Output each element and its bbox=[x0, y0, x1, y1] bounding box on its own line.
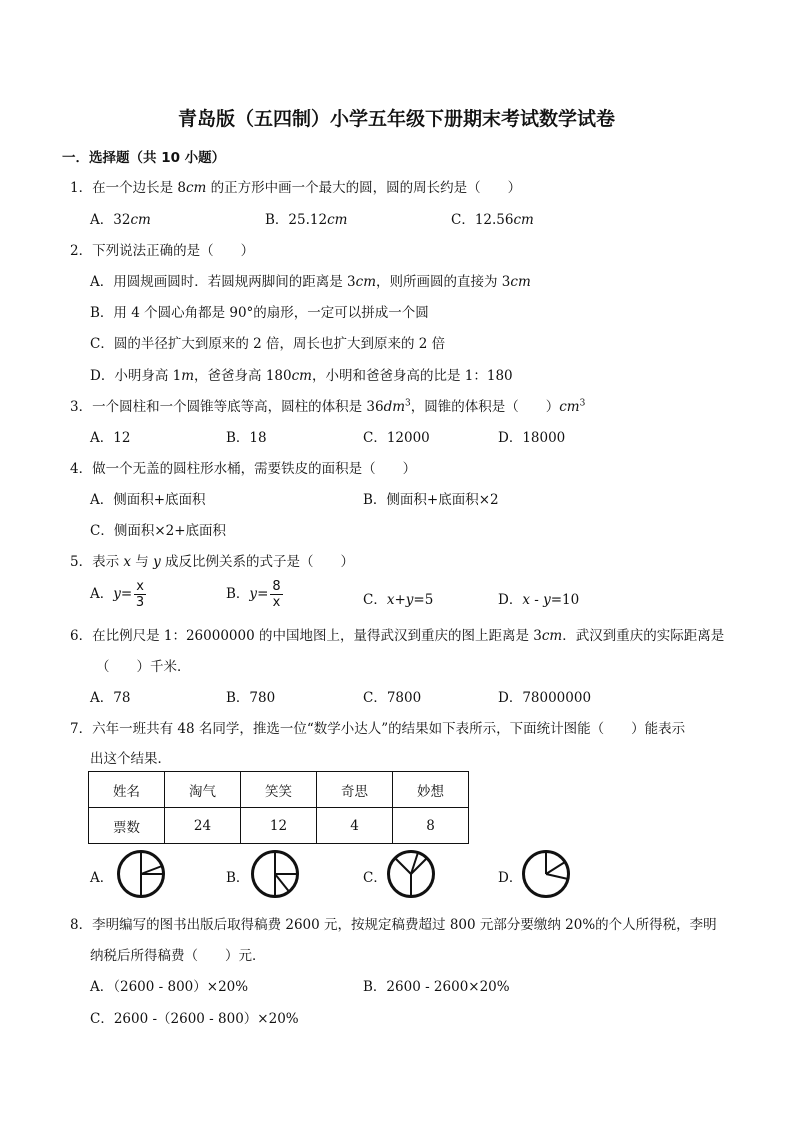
q5-a-var-y: y bbox=[113, 586, 121, 602]
q2-a-text-2: ，则所画圆的直接为 3 bbox=[376, 274, 511, 290]
table-cell: 淘气 bbox=[165, 772, 241, 808]
q7-option-b-label: B． bbox=[226, 870, 250, 886]
q5-option-c bbox=[363, 588, 433, 608]
question-7-stem-cont: 出这个结果． bbox=[90, 751, 171, 767]
q2-d-text-2: ，爸爸身高 180 bbox=[194, 368, 292, 384]
q5-c-plus: + bbox=[394, 592, 406, 608]
q5-b-numerator: 8 bbox=[272, 579, 281, 594]
q2-d-text-1: D．小明身高 1 bbox=[90, 368, 182, 384]
q5-c-equals: =5 bbox=[413, 592, 434, 608]
q2-d-text-3: ，小明和爸爸身高的比是 1：180 bbox=[311, 368, 513, 384]
q1-option-a bbox=[90, 208, 151, 228]
q2-option-b: B．用 4 个圆心角都是 90°的扇形，一定可以拼成一个圆 bbox=[90, 305, 429, 321]
question-3-stem bbox=[70, 395, 585, 415]
q5-c-var-y: y bbox=[405, 592, 414, 608]
q7-option-d-label: D． bbox=[498, 870, 523, 886]
q5-var-y: y bbox=[153, 554, 161, 570]
question-6-stem bbox=[70, 624, 724, 644]
q1-unit: cm bbox=[185, 180, 207, 196]
q6-option-c: C．7800 bbox=[363, 690, 422, 706]
votes-table bbox=[88, 771, 469, 844]
table-header-row bbox=[89, 772, 469, 808]
q5-d-var-x: x bbox=[522, 592, 530, 608]
q7-option-b-pie bbox=[250, 849, 300, 899]
table-cell: 12 bbox=[241, 808, 317, 844]
q5-b-equals: = bbox=[257, 586, 269, 602]
q5-b-var-y: y bbox=[249, 586, 258, 602]
q6-unit-cm: cm bbox=[541, 628, 563, 644]
q1-option-a-unit: cm bbox=[130, 212, 151, 228]
q8-option-a: A．（2600 - 800）×20% bbox=[90, 979, 249, 995]
table-cell: 姓名 bbox=[89, 772, 165, 808]
q7-option-c-label: C． bbox=[363, 870, 387, 886]
q5-d-minus: - bbox=[529, 592, 544, 608]
q5-a-equals: = bbox=[120, 586, 133, 602]
q2-option-c: C．圆的半径扩大到原来的 2 倍，周长也扩大到原来的 2 倍 bbox=[90, 336, 446, 352]
q1-option-c bbox=[451, 208, 534, 228]
table-cell: 票数 bbox=[89, 808, 165, 844]
q5-b-fraction bbox=[270, 580, 282, 609]
question-6-stem-cont: （ ）千米． bbox=[96, 659, 191, 675]
question-2-stem: 2．下列说法正确的是（ ） bbox=[70, 243, 255, 259]
q8-option-c: C．2600 -（2600 - 800）×20% bbox=[90, 1011, 299, 1027]
q5-a-fraction bbox=[134, 580, 146, 609]
table-cell: 妙想 bbox=[393, 772, 469, 808]
q2-option-d bbox=[90, 364, 513, 384]
q5-b-label: B． bbox=[226, 586, 250, 602]
q5-text-c: 成反比例关系的式子是（ ） bbox=[160, 554, 355, 570]
q5-a-denominator: 3 bbox=[135, 595, 145, 610]
q3-sup-2: 3 bbox=[579, 398, 586, 409]
q6-option-a: A．78 bbox=[90, 690, 131, 706]
q6-text-a: 6．在比例尺是 1：26000000 的中国地图上，量得武汉到重庆的图上距离是 3 bbox=[70, 628, 542, 644]
q3-text-a: 3．一个圆柱和一个圆锥等底等高，圆柱的体积是 36 bbox=[70, 399, 384, 415]
q3-option-a: A．12 bbox=[90, 430, 131, 446]
q3-unit-cm: cm bbox=[559, 399, 580, 415]
q5-c-var-x: x bbox=[386, 592, 395, 608]
q5-option-b bbox=[226, 580, 283, 609]
section-heading: 一．选择题（共 10 小题） bbox=[62, 150, 226, 166]
q2-a-unit-1: cm bbox=[355, 274, 377, 290]
q2-d-unit-cm: cm bbox=[291, 368, 312, 384]
question-4-stem: 4．做一个无盖的圆柱形水桶，需要铁皮的面积是（ ） bbox=[70, 461, 417, 477]
q7-option-d-pie bbox=[521, 849, 571, 899]
q5-d-label: D． bbox=[498, 592, 523, 608]
table-cell: 笑笑 bbox=[241, 772, 317, 808]
q1-option-b bbox=[265, 208, 347, 228]
q1-text-b: 的正方形中画一个最大的圆，圆的周长约是（ ） bbox=[206, 180, 522, 196]
q4-option-b: B．侧面积+底面积×2 bbox=[363, 492, 499, 508]
q3-sup-1: 3 bbox=[405, 398, 411, 409]
q6-option-b: B．780 bbox=[226, 690, 276, 706]
question-1-stem bbox=[70, 176, 521, 196]
q5-b-denominator: x bbox=[272, 595, 281, 610]
q5-text-b: 与 bbox=[131, 554, 154, 570]
q1-option-c-label: C．12.56 bbox=[451, 212, 514, 228]
q6-text-b: ．武汉到重庆的实际距离是 bbox=[562, 628, 725, 644]
q5-option-d bbox=[498, 588, 579, 608]
table-cell: 奇思 bbox=[317, 772, 393, 808]
q3-unit-dm: dm bbox=[383, 399, 406, 415]
q7-option-a-pie bbox=[116, 849, 166, 899]
q1-option-c-unit: cm bbox=[513, 212, 534, 228]
q5-option-a bbox=[90, 580, 146, 609]
q5-d-var-y: y bbox=[543, 592, 551, 608]
q5-var-x: x bbox=[123, 554, 132, 570]
q4-option-c: C．侧面积×2+底面积 bbox=[90, 523, 227, 539]
question-8-stem-cont: 纳税后所得稿费（ ）元． bbox=[90, 948, 266, 964]
table-cell: 24 bbox=[165, 808, 241, 844]
q5-d-equals: =10 bbox=[550, 592, 580, 608]
q3-option-d: D．18000 bbox=[498, 430, 566, 446]
question-7-stem: 7．六年一班共有 48 名同学，推选一位“数学小达人”的结果如下表所示，下面统计图能（ ）能表示 bbox=[70, 721, 686, 737]
q5-c-label: C． bbox=[363, 592, 387, 608]
q5-a-label: A． bbox=[90, 586, 114, 602]
q7-option-a-label: A． bbox=[90, 870, 114, 886]
q5-text-a: 5．表示 bbox=[70, 554, 124, 570]
q8-option-b: B．2600 - 2600×20% bbox=[363, 979, 510, 995]
q2-a-unit-2: cm bbox=[510, 274, 531, 290]
table-cell: 8 bbox=[393, 808, 469, 844]
q4-option-a: A．侧面积+底面积 bbox=[90, 492, 206, 508]
q6-option-d: D．78000000 bbox=[498, 690, 592, 706]
q2-a-text-1: A．用圆规画圆时．若圆规两脚间的距离是 3 bbox=[90, 274, 356, 290]
q3-option-b: B．18 bbox=[226, 430, 267, 446]
q1-option-b-unit: cm bbox=[327, 212, 348, 228]
table-cell: 4 bbox=[317, 808, 393, 844]
question-8-stem: 8．李明编写的图书出版后取得稿费 2600 元，按规定稿费超过 800 元部分要缴纳 20%的个人所得税，李明 bbox=[70, 917, 717, 933]
q1-option-b-label: B．25.12 bbox=[265, 212, 328, 228]
q2-option-a bbox=[90, 270, 531, 290]
q1-option-a-label: A．32 bbox=[90, 212, 131, 228]
q7-option-c-pie bbox=[386, 849, 436, 899]
table-row bbox=[89, 808, 469, 844]
q3-option-c: C．12000 bbox=[363, 430, 430, 446]
q2-d-unit-m: m bbox=[181, 368, 195, 384]
q5-a-numerator: x bbox=[136, 579, 144, 594]
q3-text-b: ，圆锥的体积是（ ） bbox=[410, 399, 560, 415]
question-5-stem bbox=[70, 550, 354, 570]
exam-title: 青岛版（五四制）小学五年级下册期末考试数学试卷 bbox=[177, 108, 615, 130]
q1-text-a: 1．在一个边长是 8 bbox=[70, 180, 186, 196]
